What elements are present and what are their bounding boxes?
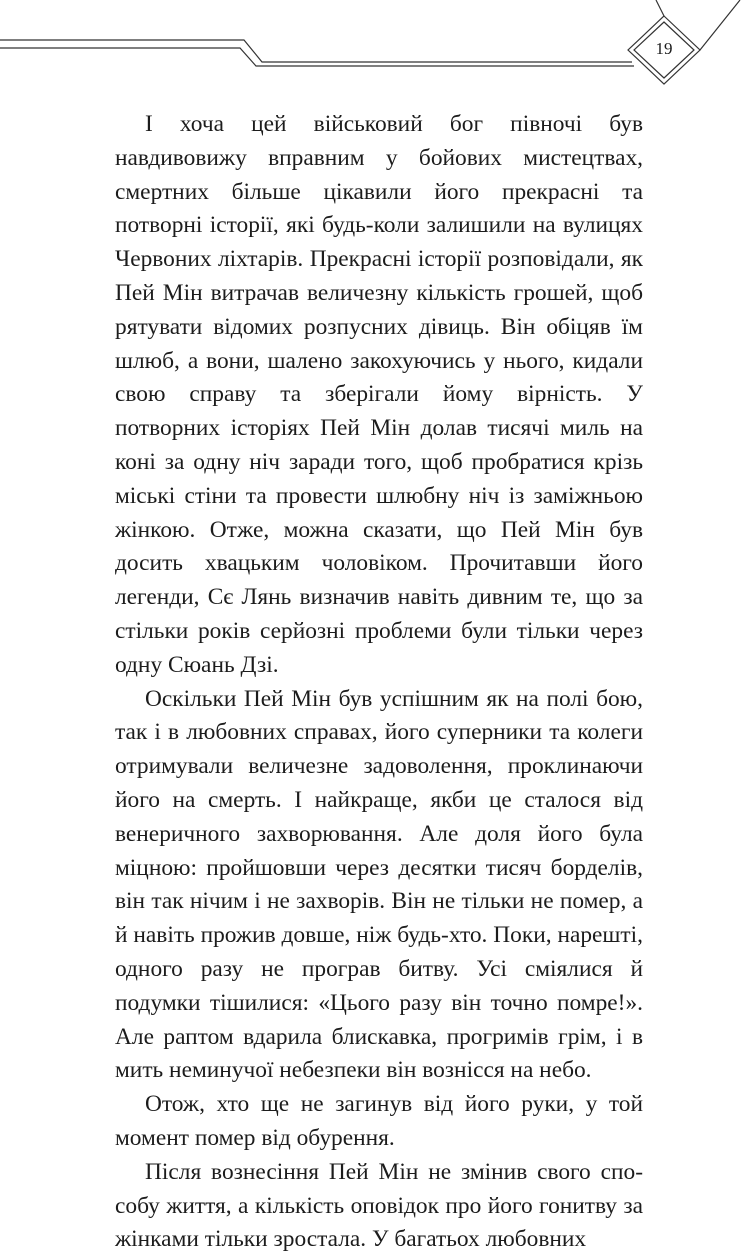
body-text xyxy=(115,108,643,1257)
paragraph: Оскільки Пей Мін був успішним як на полі бою, так і в любовних справах, його суперники та колеги отримували величезне задоволення, проклинаючи його на смерть. І найкраще, якби це сталося від венеричного захворювання. Але доля його була міцною: пройшовши через десятки тисяч борделів, він так нічим і не захворів. Він не тільки не помер, а й навіть прожив довше, ніж будь-хто. Поки, нарешті, одного разу не програв битву. Усі сміялися й подумки тішилися: «Цього разу він точно помре!». Але раптом вдарила блискавка, прогримів грім, і в мить неминучої небезпеки він вознісся на небо. xyxy=(115,685,643,1084)
paragraph: І хоча цей військовий бог півночі був навдивовижу вправним у бойових мистецтвах, смертних більше цікавили його прекрасні та потворні історії, які будь-коли залишили на вулицях Червоних ліхтарів. Прекрасні історії розповідали, як Пей Мін витрачав величезну кількість грошей, щоб рятувати відомих розпусних дівиць. Він обіцяв їм шлюб, а вони, шалено закохуючись у нього, кидали свою справу та зберігали йому вірність. У потворних історіях Пей Мін долав тисячі миль на коні за одну ніч заради того, щоб пробратися крізь міські стіни та провести шлюбну ніч із заміжньою жінкою. Отже, можна сказати, що Пей Мін був досить хвацьким чоловіком. Прочитавши його легенди, Сє Лянь визначив навіть дивним те, що за стільки років серйозні проблеми були тільки через одну Сюань Дзі. xyxy=(115,111,643,678)
paragraph: Після вознесіння Пей Мін не змінив свого способу життя, а кількість оповідок про його гонитву за жінками тільки зростала. У багатьох любовних xyxy=(115,1158,643,1253)
page-number: 19 xyxy=(655,39,673,58)
paragraph: Отож, хто ще не загинув від його руки, у той момент помер від обурення. xyxy=(115,1091,643,1151)
